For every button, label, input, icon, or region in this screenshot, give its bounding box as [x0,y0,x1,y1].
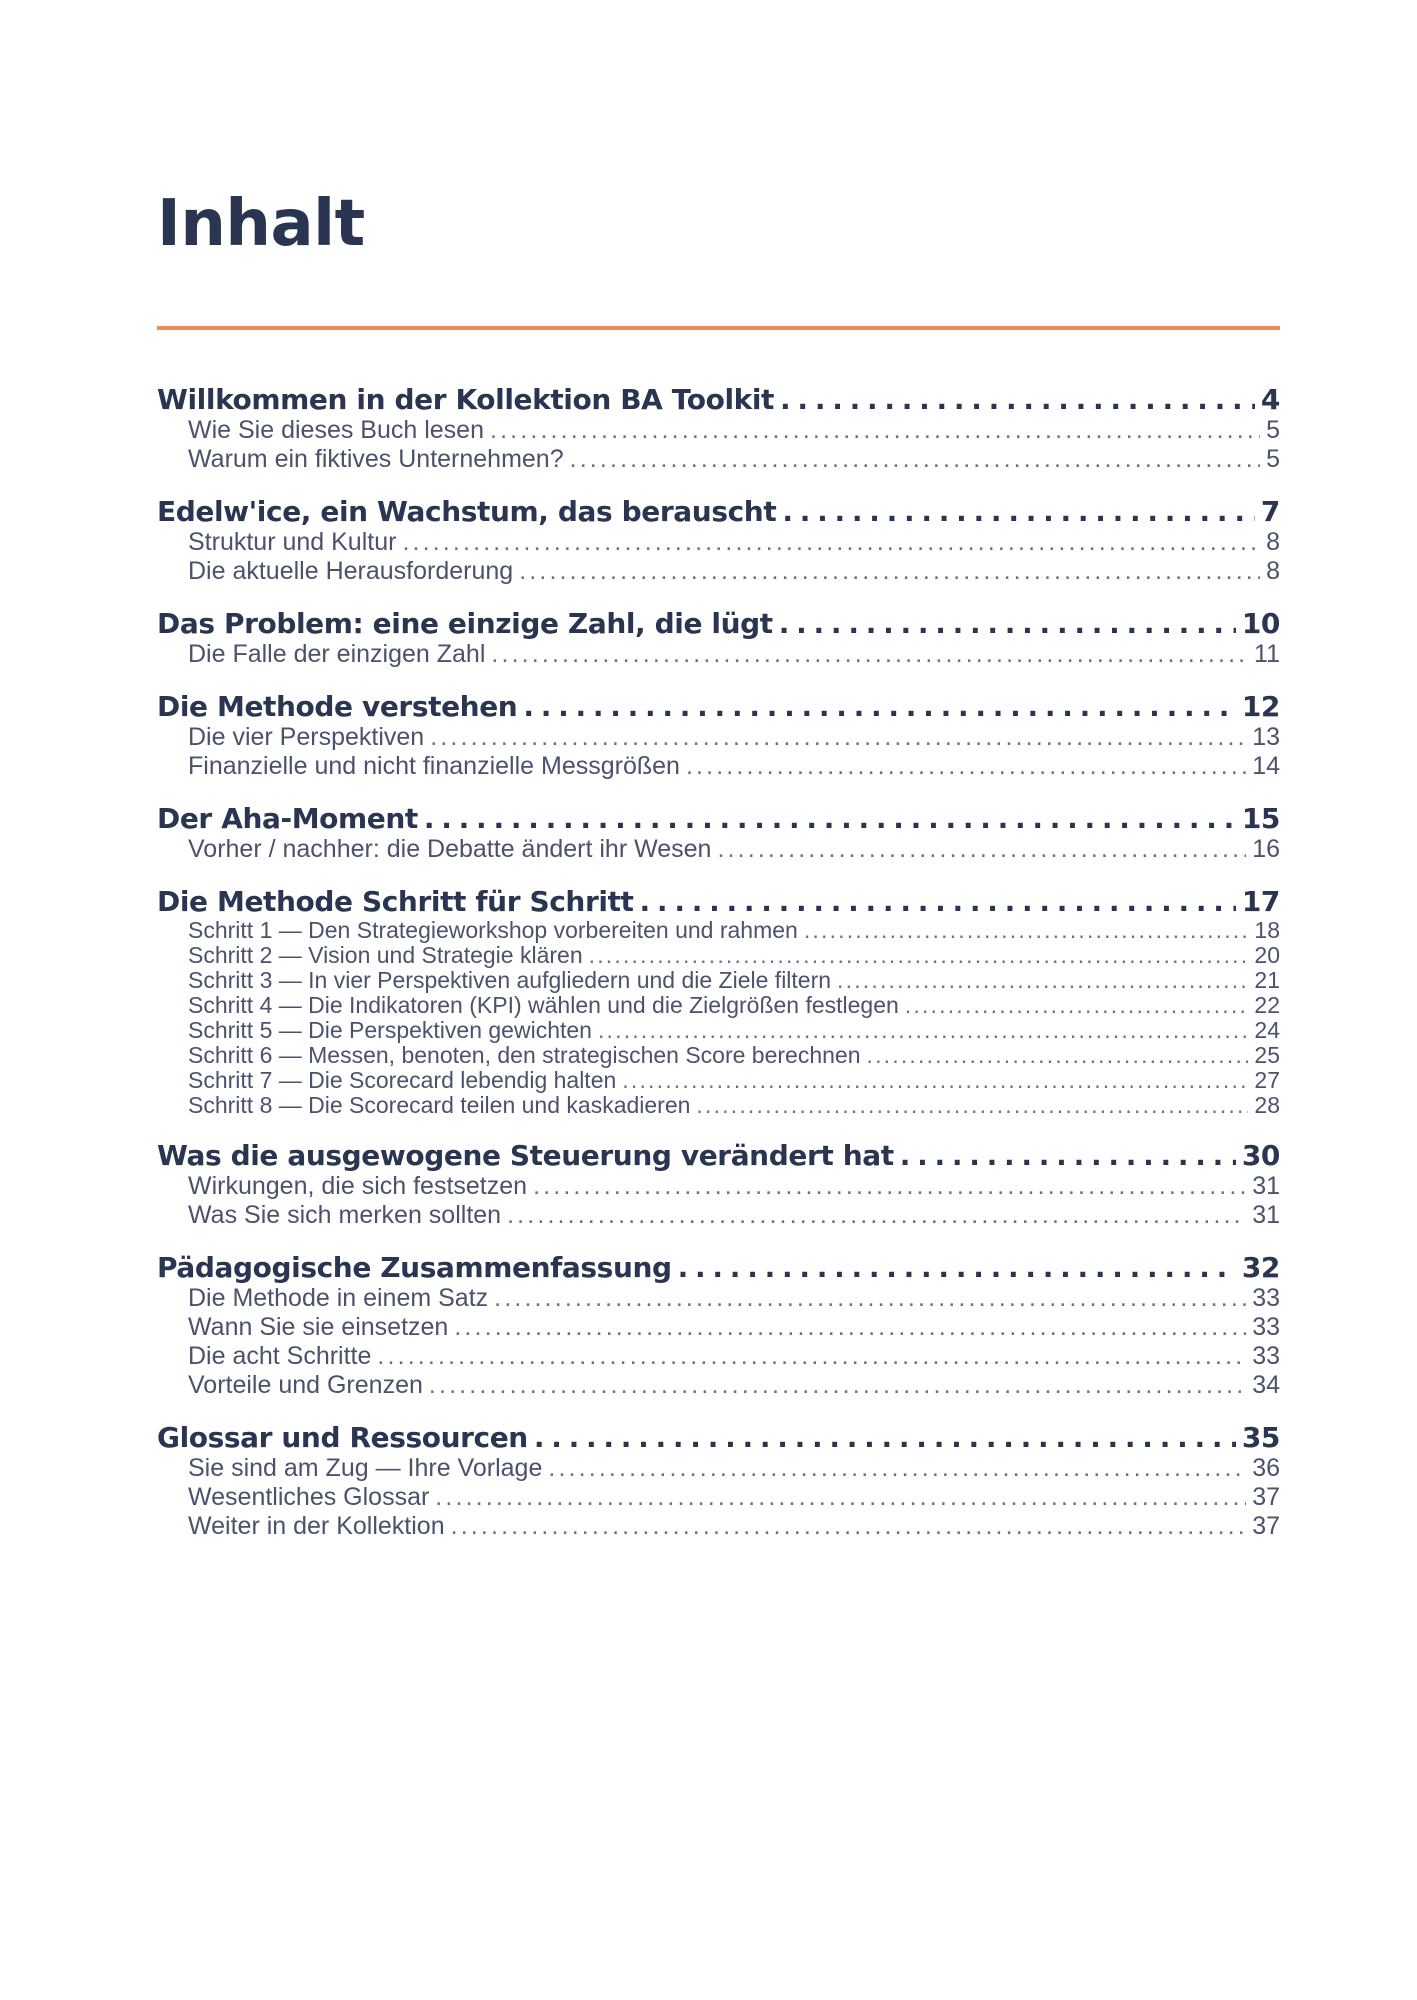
toc-subentry[interactable] [157,1371,1280,1400]
toc-subentry[interactable] [157,416,1280,445]
toc-subentry-title: Was Sie sich merken sollten [188,1201,502,1229]
page-title: Inhalt [157,187,365,261]
toc-subentry[interactable] [157,1201,1280,1230]
toc-chapter-entry[interactable] [157,384,1280,416]
dot-leader [640,886,1236,918]
section-gap [157,474,1280,496]
toc-chapter-title: Pädagogische Zusammenfassung [157,1251,672,1284]
dot-leader [837,968,1248,993]
toc-subentry[interactable] [157,918,1280,943]
toc-subentry-page: 33 [1252,1342,1280,1370]
toc-chapter-page: 30 [1241,1139,1280,1172]
toc-subentry[interactable] [157,1093,1280,1118]
toc-section [157,384,1280,474]
toc-subentry-page: 31 [1252,1172,1280,1200]
toc-chapter-entry[interactable] [157,496,1280,528]
toc-chapter-page: 17 [1241,885,1280,918]
toc-subentry[interactable] [157,968,1280,993]
dot-leader [905,993,1249,1018]
dot-leader [454,1313,1246,1342]
section-gap [157,669,1280,691]
toc-subentry-title: Schritt 5 — Die Perspektiven gewichten [188,1017,592,1043]
toc-chapter-page: 12 [1241,690,1280,723]
toc-chapter-entry[interactable] [157,608,1280,640]
toc-subentry-page: 37 [1252,1512,1280,1540]
section-gap [157,864,1280,886]
toc-chapter-entry[interactable] [157,803,1280,835]
toc-subentry-page: 11 [1254,640,1280,668]
toc-subentry-title: Vorteile und Grenzen [188,1371,423,1399]
dot-leader [548,1454,1246,1483]
toc-chapter-page: 15 [1241,802,1280,835]
toc-subentry-page: 37 [1252,1483,1280,1511]
toc-subentry-title: Finanzielle und nicht finanzielle Messgrößen [188,752,680,780]
toc-section [157,1422,1280,1541]
dot-leader [402,528,1260,557]
toc-subentry-title: Sie sind am Zug — Ihre Vorlage [188,1454,543,1482]
toc-section [157,1140,1280,1230]
toc-chapter-page: 32 [1241,1251,1280,1284]
toc-subentry-title: Schritt 3 — In vier Perspektiven aufgliedern und die Ziele filtern [188,967,832,993]
dot-leader [523,691,1236,723]
toc-subentry-title: Die aktuelle Herausforderung [188,557,514,585]
dot-leader [717,835,1246,864]
toc-subentry-page: 25 [1254,1042,1280,1068]
toc-subentry-title: Schritt 7 — Die Scorecard lebendig halten [188,1067,617,1093]
dot-leader [867,1043,1249,1068]
section-gap [157,1118,1280,1140]
dot-leader [804,918,1249,943]
toc-chapter-page: 35 [1241,1421,1280,1454]
dot-leader [622,1068,1248,1093]
toc-subentry-title: Die Methode in einem Satz [188,1284,489,1312]
section-gap [157,1400,1280,1422]
dot-leader [782,496,1255,528]
dot-leader [435,1483,1246,1512]
toc-subentry-page: 5 [1266,445,1280,473]
toc-section [157,803,1280,864]
toc-chapter-title: Die Methode verstehen [157,690,518,723]
toc-subentry[interactable] [157,1284,1280,1313]
toc-subentry-title: Die vier Perspektiven [188,723,425,751]
dot-leader [780,384,1255,416]
table-of-contents [157,384,1280,1541]
toc-subentry[interactable] [157,723,1280,752]
dot-leader [589,943,1249,968]
toc-subentry-title: Wie Sie dieses Buch lesen [188,416,484,444]
toc-subentry-title: Die Falle der einzigen Zahl [188,640,486,668]
toc-subentry-title: Wann Sie sie einsetzen [188,1313,449,1341]
toc-subentry-title: Warum ein fiktives Unternehmen? [188,445,564,473]
toc-subentry[interactable] [157,1454,1280,1483]
dot-leader [377,1342,1246,1371]
toc-chapter-title: Die Methode Schritt für Schritt [157,885,634,918]
toc-subentry-page: 13 [1252,723,1280,751]
dot-leader [507,1201,1246,1230]
toc-subentry[interactable] [157,1172,1280,1201]
dot-leader [533,1172,1246,1201]
toc-subentry-page: 20 [1254,942,1280,968]
toc-subentry-title: Die acht Schritte [188,1342,372,1370]
dot-leader [900,1140,1236,1172]
toc-subentry[interactable] [157,445,1280,474]
toc-section [157,1252,1280,1400]
toc-subentry-page: 36 [1252,1454,1280,1482]
toc-chapter-title: Willkommen in der Kollektion BA Toolkit [157,383,775,416]
toc-subentry[interactable] [157,993,1280,1018]
toc-chapter-entry[interactable] [157,1140,1280,1172]
toc-subentry-title: Schritt 4 — Die Indikatoren (KPI) wählen und die Zielgrößen festlegen [188,992,899,1018]
toc-subentry-title: Schritt 1 — Den Strategieworkshop vorbereiten und rahmen [188,917,798,943]
dot-leader [430,723,1246,752]
dot-leader [429,1371,1246,1400]
dot-leader [779,608,1236,640]
toc-subentry[interactable] [157,1018,1280,1043]
toc-section [157,886,1280,1118]
toc-subentry[interactable] [157,1483,1280,1512]
toc-chapter-entry[interactable] [157,886,1280,918]
toc-subentry-page: 21 [1254,967,1280,993]
toc-subentry-page: 34 [1252,1371,1280,1399]
toc-chapter-title: Was die ausgewogene Steuerung verändert hat [157,1139,894,1172]
dot-leader [519,557,1260,586]
section-gap [157,1230,1280,1252]
toc-subentry-title: Struktur und Kultur [188,528,397,556]
section-gap [157,586,1280,608]
toc-subentry[interactable] [157,835,1280,864]
toc-chapter-title: Der Aha-Moment [157,802,418,835]
toc-subentry[interactable] [157,1313,1280,1342]
toc-subentry-page: 22 [1254,992,1280,1018]
toc-subentry-page: 8 [1266,528,1280,556]
title-divider [157,326,1280,330]
toc-chapter-page: 10 [1241,607,1280,640]
toc-subentry-page: 16 [1252,835,1280,863]
toc-subentry-page: 27 [1254,1067,1280,1093]
toc-subentry[interactable] [157,1068,1280,1093]
toc-subentry[interactable] [157,752,1280,781]
toc-section [157,608,1280,669]
toc-section [157,496,1280,586]
toc-subentry-page: 31 [1252,1201,1280,1229]
toc-subentry[interactable] [157,1043,1280,1068]
toc-chapter-entry[interactable] [157,691,1280,723]
toc-subentry-title: Vorher / nachher: die Debatte ändert ihr Wesen [188,835,712,863]
dot-leader [570,445,1260,474]
toc-subentry[interactable] [157,528,1280,557]
toc-subentry-page: 18 [1254,917,1280,943]
toc-subentry-title: Schritt 8 — Die Scorecard teilen und kaskadieren [188,1092,691,1118]
dot-leader [424,803,1236,835]
toc-chapter-page: 4 [1260,383,1280,416]
dot-leader [494,1284,1246,1313]
dot-leader [490,416,1260,445]
toc-subentry[interactable] [157,1342,1280,1371]
toc-subentry-title: Schritt 2 — Vision und Strategie klären [188,942,583,968]
toc-chapter-page: 7 [1260,495,1280,528]
toc-subentry[interactable] [157,640,1280,669]
toc-chapter-entry[interactable] [157,1422,1280,1454]
section-gap [157,781,1280,803]
toc-subentry-title: Wesentliches Glossar [188,1483,430,1511]
toc-chapter-title: Glossar und Ressourcen [157,1421,528,1454]
toc-subentry-page: 14 [1252,752,1280,780]
toc-chapter-entry[interactable] [157,1252,1280,1284]
toc-subentry-title: Wirkungen, die sich festsetzen [188,1172,528,1200]
toc-subentry-page: 8 [1266,557,1280,585]
dot-leader [598,1018,1248,1043]
toc-subentry-page: 5 [1266,416,1280,444]
toc-subentry-page: 28 [1254,1092,1280,1118]
toc-subentry-page: 33 [1252,1313,1280,1341]
toc-subentry-title: Schritt 6 — Messen, benoten, den strategischen Score berechnen [188,1042,861,1068]
toc-subentry-title: Weiter in der Kollektion [188,1512,445,1540]
toc-subentry-page: 33 [1252,1284,1280,1312]
toc-subentry[interactable] [157,557,1280,586]
toc-section [157,691,1280,781]
toc-subentry[interactable] [157,1512,1280,1541]
toc-chapter-title: Edelw'ice, ein Wachstum, das berauscht [157,495,777,528]
dot-leader [686,752,1246,781]
dot-leader [451,1512,1247,1541]
dot-leader [491,640,1248,669]
dot-leader [534,1422,1236,1454]
toc-chapter-title: Das Problem: eine einzige Zahl, die lügt [157,607,773,640]
dot-leader [696,1093,1248,1118]
toc-subentry-page: 24 [1254,1017,1280,1043]
dot-leader [678,1252,1236,1284]
toc-subentry[interactable] [157,943,1280,968]
